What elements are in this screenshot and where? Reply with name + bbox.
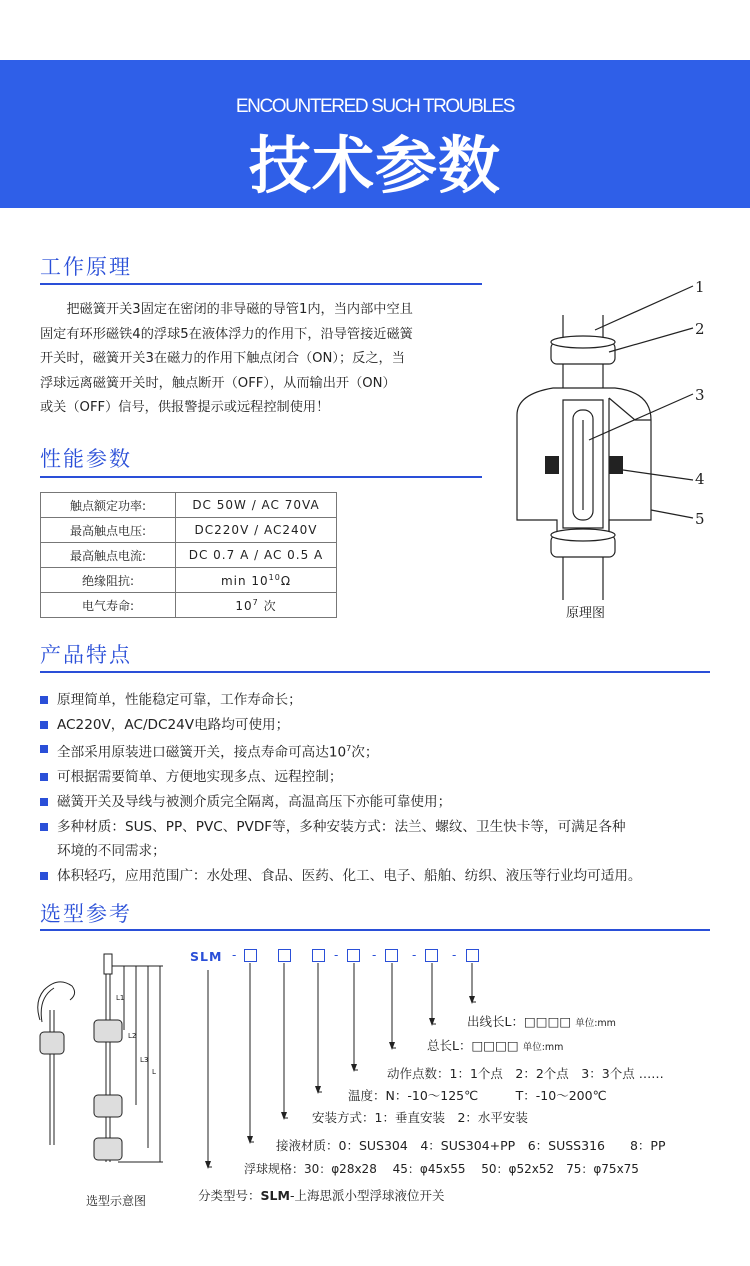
spec-value xyxy=(176,593,337,618)
dimension-label: L2 xyxy=(128,1032,137,1040)
option-line: 浮球规格：30：φ28x28 45：φ45x55 50：φ52x52 75：φ75x75 xyxy=(244,1162,639,1176)
option-label: 分类型号： xyxy=(198,1188,261,1203)
option-line: 动作点数：1：1个点 2：2个点 3：3个点 …… xyxy=(387,1066,664,1081)
arrow-icon xyxy=(389,1042,395,1050)
spec-unit: Ω xyxy=(280,573,292,588)
option-label: 总长L：□□□□ xyxy=(427,1038,519,1053)
selection-heading: 选型参考 xyxy=(40,902,132,926)
arrow-icon xyxy=(351,1064,357,1072)
table-row xyxy=(41,568,337,593)
table-row xyxy=(41,593,337,618)
dimension-label: L3 xyxy=(140,1056,149,1064)
features-rule xyxy=(40,671,710,673)
principle-rule xyxy=(40,283,482,285)
code-box xyxy=(347,949,360,962)
dimension-label: L xyxy=(152,1068,156,1076)
principle-line: 或关（OFF）信号，供报警提示或远程控制使用！ xyxy=(40,400,330,416)
code-dash: - xyxy=(232,948,237,962)
list-item xyxy=(40,790,740,815)
bullet-icon xyxy=(40,798,48,806)
principle-line: 把磁簧开关3固定在密闭的非导磁的导管1内，当内部中空且 xyxy=(40,302,413,317)
code-dash: - xyxy=(372,948,377,962)
spec-key: 最高触点电压: xyxy=(41,518,176,543)
feature-text: AC220V，AC/DC24V电路均可使用； xyxy=(57,716,290,733)
spec-value: DC 50W / AC 70VA xyxy=(176,493,337,518)
feature-tail: 次； xyxy=(351,744,379,761)
magnet-left xyxy=(545,456,559,474)
option-tail: -上海思派小型浮球液位开关 xyxy=(289,1188,445,1203)
feature-text: 可根据需要简单、方便地实现多点、远程控制； xyxy=(57,769,343,786)
feature-text: 原理简单，性能稳定可靠，工作寿命长； xyxy=(57,692,302,708)
principle-line: 固定有环形磁铁4的浮球5在液体浮力的作用下，沿导管接近磁簧 xyxy=(40,326,413,342)
option-line xyxy=(198,1186,444,1204)
spec-value: DC220V / AC240V xyxy=(176,518,337,543)
option-unit: 单位:mm xyxy=(575,1018,616,1029)
option-line: 安装方式：1：垂直安装 2：水平安装 xyxy=(312,1110,528,1125)
feature-text: 全部采用原装进口磁簧开关，接点寿命可高达10 xyxy=(57,744,347,761)
option-line: 接液材质：0：SUS304 4：SUS304+PP 6：SUSS316 8：PP xyxy=(276,1138,666,1153)
features-heading: 产品特点 xyxy=(40,643,132,667)
code-dash: - xyxy=(452,948,457,962)
spec-key: 最高触点电流: xyxy=(41,543,176,568)
option-line xyxy=(427,1036,563,1054)
bullet-icon xyxy=(40,745,48,753)
spec-unit: 次 xyxy=(258,598,277,613)
spec-value-text: 10 xyxy=(235,598,253,613)
bullet-icon xyxy=(40,773,48,781)
option-label: 出线长L：□□□□ xyxy=(467,1014,572,1029)
list-item xyxy=(40,737,740,765)
banner-title: 技术参数 xyxy=(248,129,501,202)
code-box xyxy=(385,949,398,962)
feature-exponent: 7 xyxy=(346,744,352,754)
feature-text: 多种材质：SUS、PP、PVC、PVDF等，多种安装方式：法兰、螺纹、卫生快卡等，可满足各种 xyxy=(57,818,626,835)
option-line: 温度：N：-10～125℃ T：-10～200℃ xyxy=(348,1088,607,1103)
table-row xyxy=(41,493,337,518)
spec-exponent: 10 xyxy=(268,572,281,582)
principle-diagram xyxy=(505,270,745,630)
dimension-label: L1 xyxy=(116,994,125,1002)
code-dash: - xyxy=(334,948,339,962)
arrow-icon xyxy=(469,996,475,1004)
spec-key: 电气寿命: xyxy=(41,593,176,618)
arrow-icon xyxy=(247,1136,253,1144)
code-box xyxy=(244,949,257,962)
table-row xyxy=(41,543,337,568)
list-item xyxy=(40,688,740,713)
arrow-icon xyxy=(205,1161,211,1169)
bullet-icon xyxy=(40,721,48,729)
option-line xyxy=(467,1012,616,1030)
principle-heading: 工作原理 xyxy=(40,255,132,279)
diagram-label: 4 xyxy=(695,470,705,488)
option-bold: SLM xyxy=(260,1188,290,1203)
table-row xyxy=(41,518,337,543)
arrow-icon xyxy=(315,1086,321,1094)
bullet-icon xyxy=(40,872,48,880)
spec-table xyxy=(40,492,337,618)
selection-illustration xyxy=(28,950,173,1180)
selection-rule xyxy=(40,929,710,931)
arrow-icon xyxy=(429,1018,435,1026)
arrow-icon xyxy=(281,1112,287,1120)
diagram-caption: 原理图 xyxy=(566,606,606,621)
spec-key: 绝缘阻抗: xyxy=(41,568,176,593)
features-list xyxy=(40,688,740,888)
diagram-label: 5 xyxy=(695,510,705,528)
spec-value-text: min 10 xyxy=(220,573,269,588)
code-box xyxy=(278,949,291,962)
performance-rule xyxy=(40,476,482,478)
spec-key: 触点额定功率: xyxy=(41,493,176,518)
bullet-icon xyxy=(40,696,48,704)
option-unit: 单位:mm xyxy=(522,1042,564,1053)
feature-text: 磁簧开关及导线与被测介质完全隔离，高温高压下亦能可靠使用； xyxy=(57,793,452,810)
illustration-caption: 选型示意图 xyxy=(86,1194,147,1208)
code-dash: - xyxy=(412,948,417,962)
list-item xyxy=(40,815,740,864)
performance-heading: 性能参数 xyxy=(40,447,132,471)
bullet-icon xyxy=(40,823,48,831)
code-box xyxy=(425,949,438,962)
principle-text xyxy=(40,298,470,421)
spec-exponent: 7 xyxy=(252,597,259,607)
diagram-label: 1 xyxy=(695,278,705,296)
spec-value xyxy=(176,568,337,593)
feature-text: 体积轻巧，应用范围广：水处理、食品、医药、化工、电子、船舶、纺织、液压等行业均可适用。 xyxy=(57,867,642,884)
principle-line: 开关时，磁簧开关3在磁力的作用下触点闭合（ON）；反之，当 xyxy=(40,351,405,367)
list-item xyxy=(40,864,740,889)
diagram-label: 3 xyxy=(695,386,705,404)
code-box xyxy=(312,949,325,962)
spec-value: DC 0.7 A / AC 0.5 A xyxy=(176,543,337,568)
banner-subtitle: ENCOUNTERED SUCH TROUBLES xyxy=(235,96,515,117)
code-box xyxy=(466,949,479,962)
list-item xyxy=(40,765,740,790)
feature-text-continued: 环境的不同需求； xyxy=(57,843,166,860)
model-code: SLM xyxy=(190,949,223,964)
principle-line: 浮球远离磁簧开关时，触点断开（OFF），从而输出开（ON） xyxy=(40,375,396,391)
list-item xyxy=(40,713,740,738)
diagram-label: 2 xyxy=(695,320,705,338)
magnet-right xyxy=(609,456,623,474)
